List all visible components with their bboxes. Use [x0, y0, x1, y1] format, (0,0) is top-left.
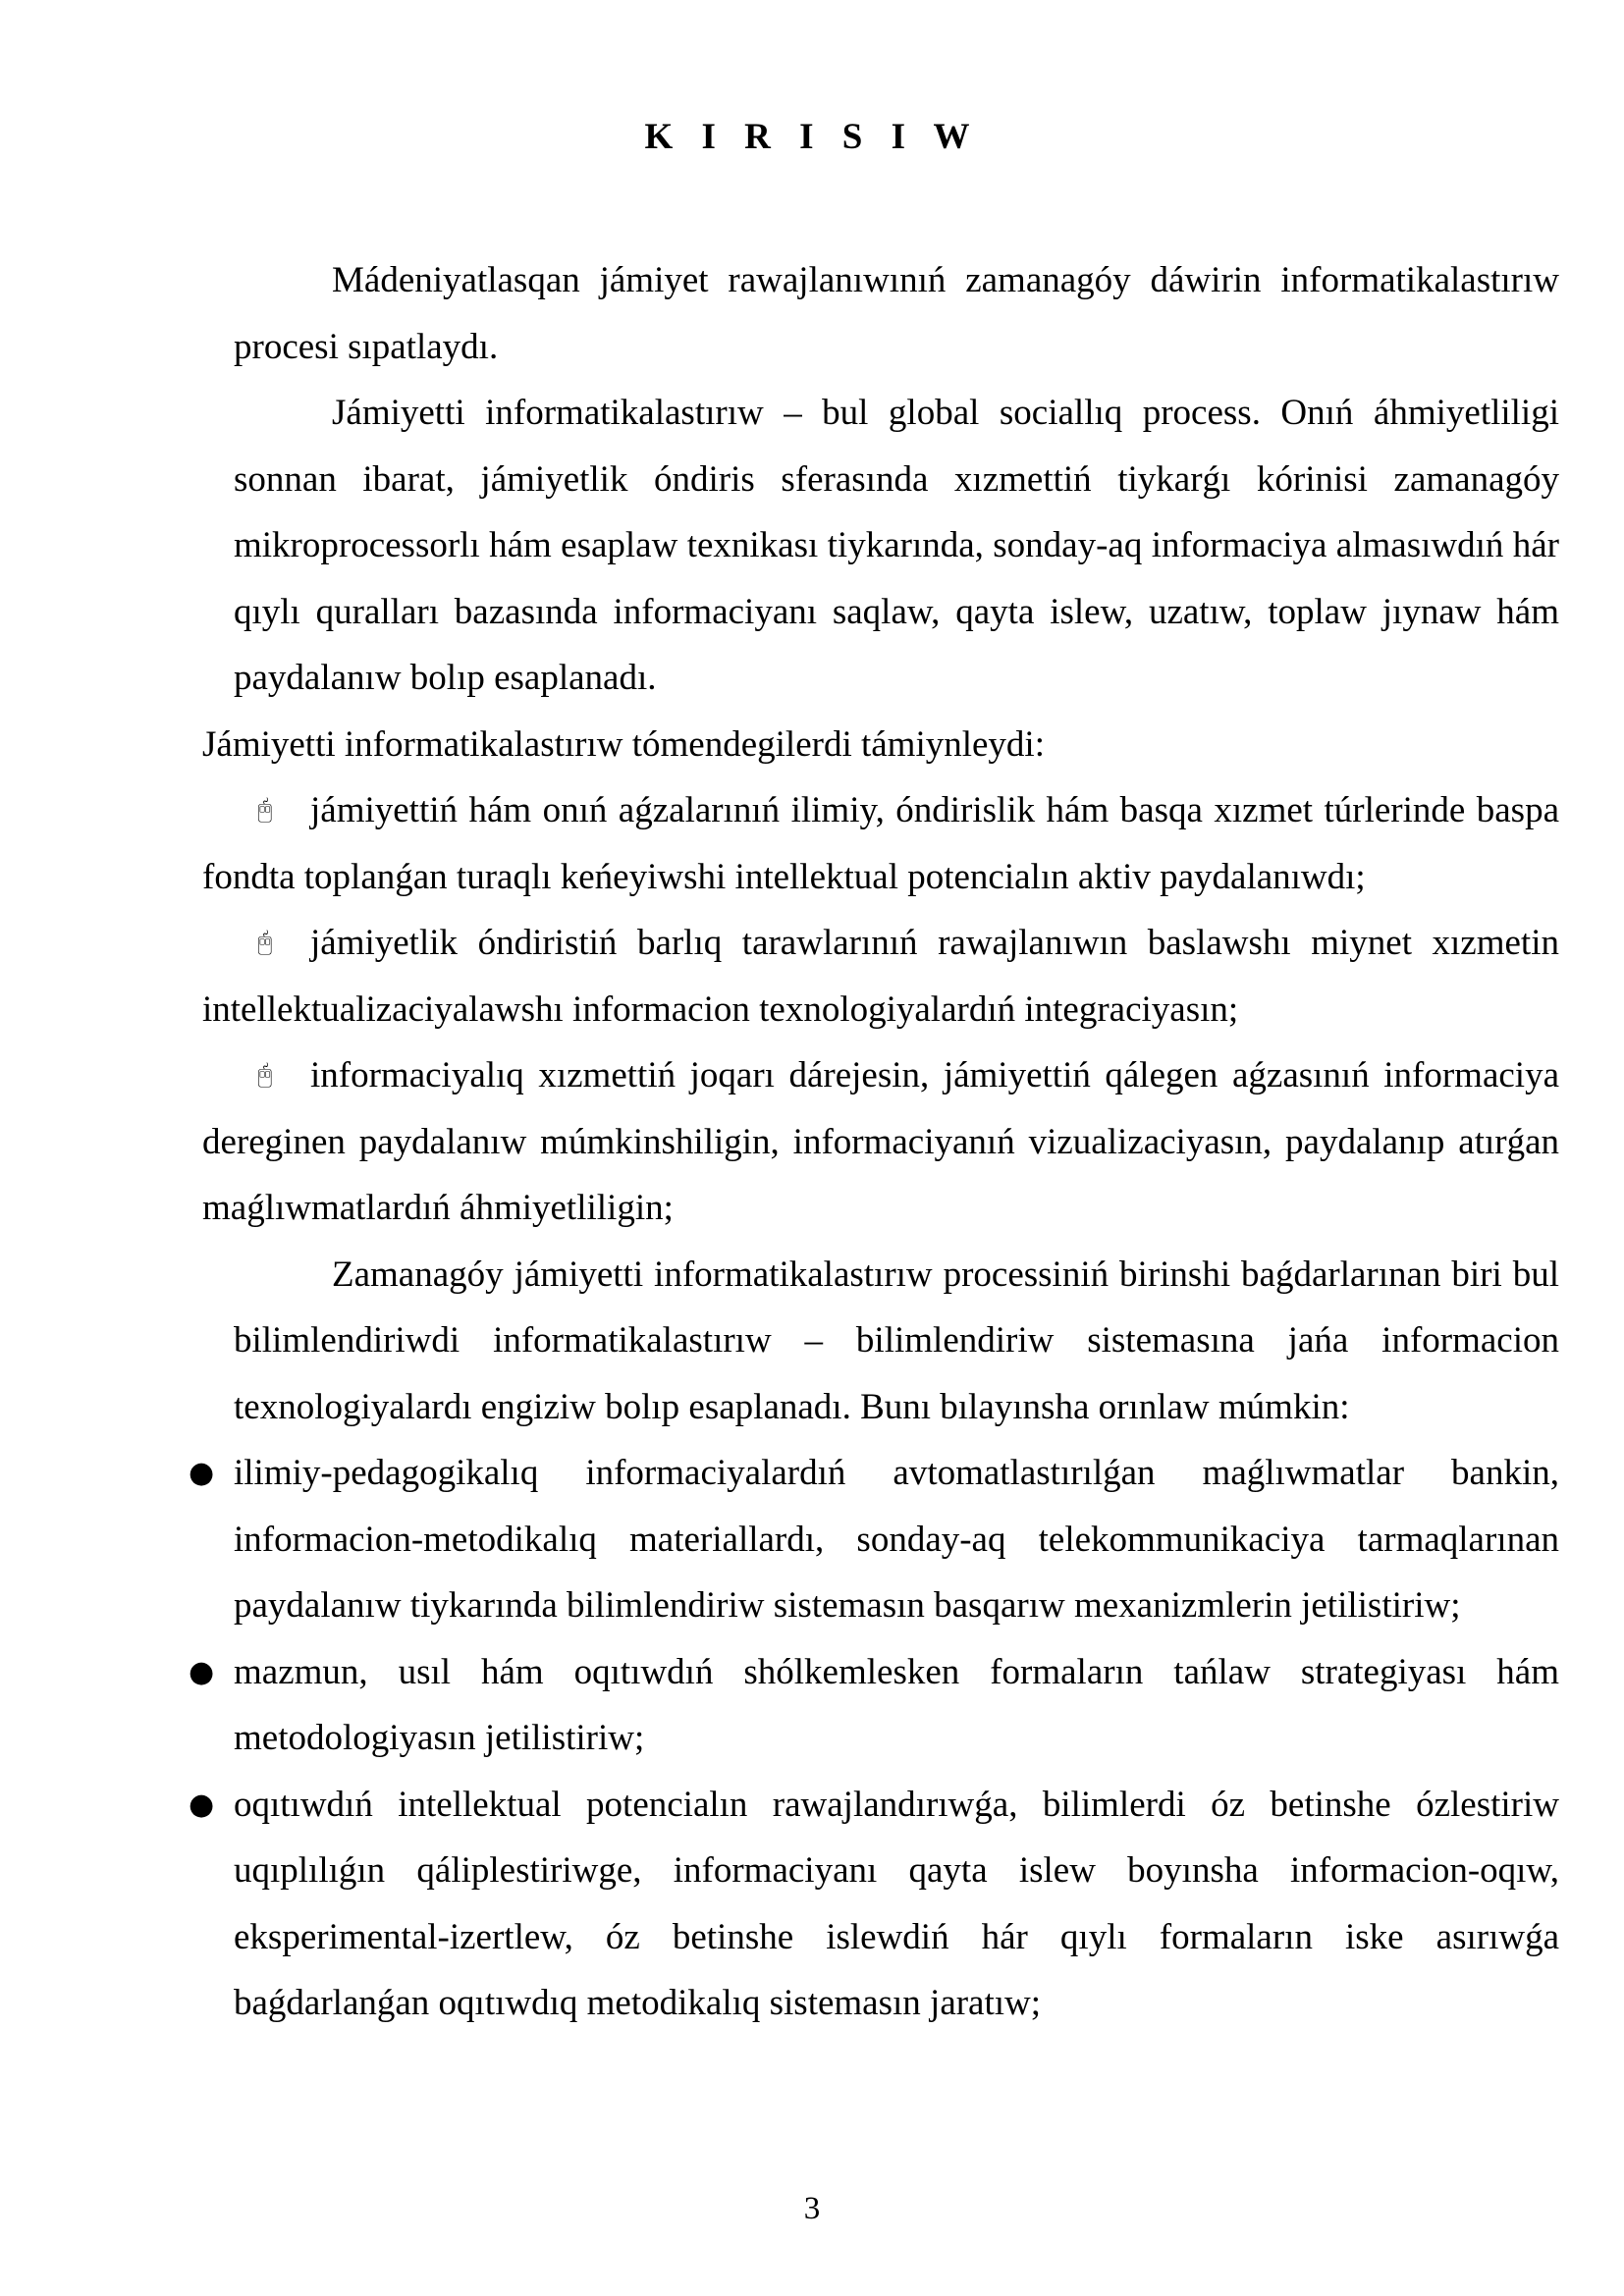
- bullet-item: [189, 1772, 1559, 2037]
- bullet-dot-icon: ●: [189, 1787, 215, 1822]
- bullet-dot-icon: ●: [189, 1654, 215, 1689]
- paragraph-directions: Zamanagóy jámiyetti informatikalastırıw processiniń birinshi baǵdarlarınan biri bul bilimlendiriwdi informatikalastırıw – bilimlendiriw sistemasına jańa informacion texnologiyalardı engiziw bolıp esaplanadı. Bunı bılayınsha orınlaw múmkin:: [234, 1254, 1559, 1427]
- mouse-icon: 🖰: [257, 795, 273, 825]
- bullet-item: [189, 1440, 1559, 1639]
- list-item-text: jámiyetlik óndiristiń barlıq tarawlarınıń rawajlanıwın baslawshı miynet xızmetin intellektualizaciyalawshı informacion texnologiyalardıń integraciyasın;: [202, 923, 1559, 1030]
- bullet-list: [189, 1440, 1559, 2037]
- list-item: [202, 777, 1559, 910]
- bullet-item-text: oqıtıwdıń intellektual potencialın rawajlandırıwǵa, bilimlerdi óz betinshe ózlestiriw uqıplılıǵın qáliplestiriwge, informaciyanı qayta islew boyınsha informacion-oqıw, eksperimental-izertlew, óz betinshe islewdiń hár qıylı formaların iske asırıwǵa baǵdarlanǵan oqıtıwdıq metodikalıq sistemasın jaratıw;: [234, 1784, 1559, 2023]
- list-item-text: informaciyalıq xızmettiń joqarı dárejesin, jámiyettiń qálegen aǵzasınıń informaciya dereginen paydalanıw múmkinshiligin, informaciyanıń vizualizaciyasın, paydalanıp atırǵan maǵlıwmatlardıń áhmiyetliligin;: [202, 1055, 1559, 1228]
- list-item: [202, 910, 1559, 1042]
- bullet-item: [189, 1639, 1559, 1772]
- document-body: [189, 247, 1559, 2037]
- page-title: K I R I S I W: [644, 117, 980, 157]
- bullet-item-text: ilimiy-pedagogikalıq informaciyalardıń avtomatlastırılǵan maǵlıwmatlar bankin, informacion-metodikalıq materiallardı, sonday-aq telekommunikaciya tarmaqlarınan paydalanıw tiykarında bilimlendiriw sistemasın basqarıw mexanizmlerin jetilistiriw;: [234, 1453, 1559, 1626]
- list-item: [202, 1042, 1559, 1242]
- page-number: 3: [803, 2191, 821, 2226]
- mouse-icon: 🖰: [257, 1060, 273, 1090]
- paragraph-definition: Jámiyetti informatikalastırıw – bul global sociallıq process. Onıń áhmiyetliligi sonnan ibarat, jámiyetlik óndiris sferasında xızmettiń tiykarǵı kórinisi zamanagóy mikroprocessorlı hám esaplaw texnikası tiykarında, sonday-aq informaciya almasıwdıń hár qıylı quralları bazasında informaciyanı saqlaw, qayta islew, uzatıw, toplaw jıynaw hám paydalanıw bolıp esaplanadı.: [234, 393, 1559, 698]
- paragraph-intro: Mádeniyatlasqan jámiyet rawajlanıwınıń zamanagóy dáwirin informatikalastırıw procesi sıpatlaydı.: [234, 260, 1559, 367]
- list-item-text: jámiyettiń hám onıń aǵzalarınıń ilimiy, óndirislik hám basqa xızmet túrlerinde baspa fondta toplanǵan turaqlı keńeyiwshi intellektual potencialın aktiv paydalanıwdı;: [202, 790, 1559, 897]
- bullet-dot-icon: ●: [189, 1456, 215, 1490]
- paragraph-provides: Jámiyetti informatikalastırıw tómendegilerdi támiynleydi:: [202, 723, 1045, 765]
- bullet-item-text: mazmun, usıl hám oqıtıwdıń shólkemlesken formaların tańlaw strategiyası hám metodologiyasın jetilistiriw;: [234, 1651, 1559, 1758]
- mouse-icon: 🖰: [257, 928, 273, 957]
